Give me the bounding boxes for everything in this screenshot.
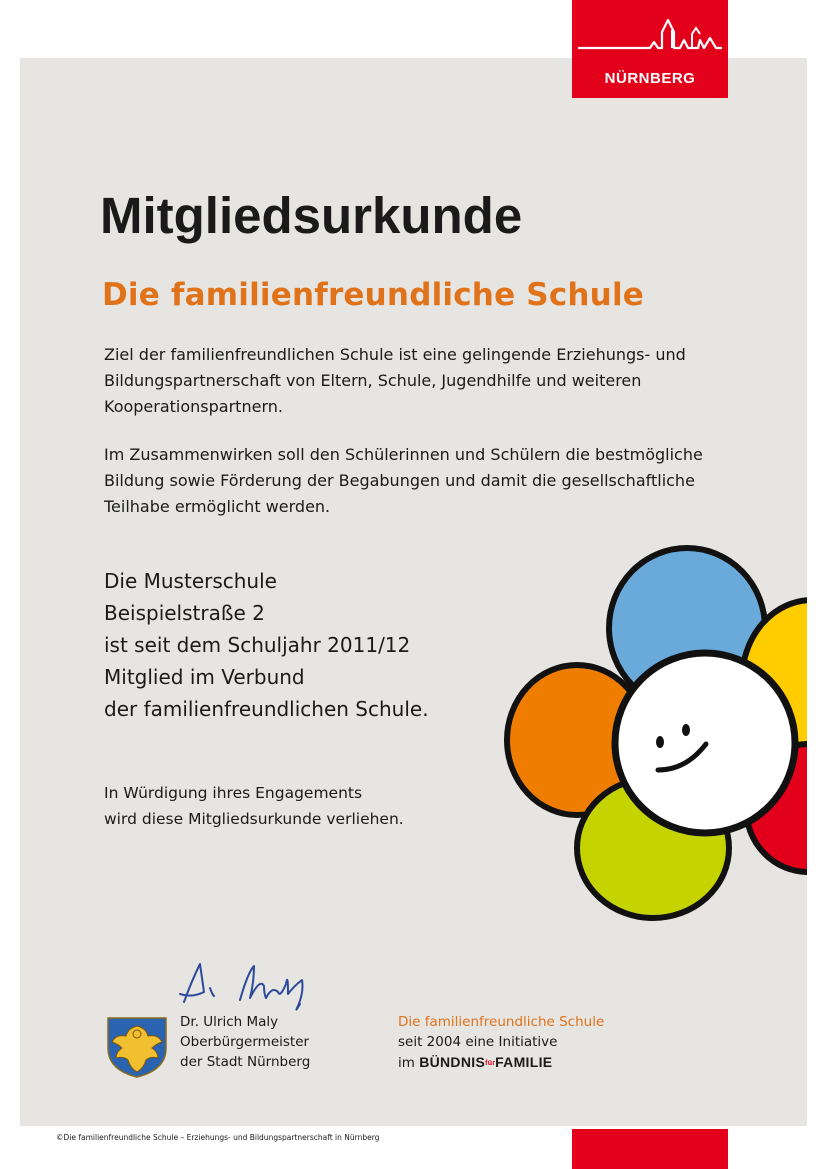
award-line-1: In Würdigung ihres Engagements — [104, 784, 363, 802]
familie-word: FAMILIE — [495, 1054, 553, 1070]
smiley-flower-illustration — [490, 530, 807, 930]
mayor-organization: der Stadt Nürnberg — [180, 1054, 311, 1070]
membership-since: ist seit dem Schuljahr 2011/12 — [104, 633, 411, 657]
certificate-title: Mitgliedsurkunde — [100, 187, 523, 244]
smiley-right-eye — [682, 724, 690, 736]
bottom-red-bar — [572, 1129, 728, 1169]
school-street: Beispielstraße 2 — [104, 601, 265, 625]
membership-line: Mitglied im Verbund — [104, 665, 305, 689]
nuernberg-logo[interactable] — [572, 0, 728, 98]
mayor-block — [180, 1012, 310, 1072]
award-text — [104, 780, 404, 832]
buendnis-fuer-familie-logo — [419, 1054, 552, 1070]
fuer-word: für — [485, 1059, 496, 1067]
mayor-role: Oberbürgermeister — [180, 1034, 310, 1050]
logo-city-name: NÜRNBERG — [604, 70, 696, 87]
purpose-paragraph: Im Zusammenwirken soll den Schülerinnen und Schülern die bestmögliche Bildung sowie Förderung der Begabungen und damit die gesellschaftliche Teilhabe ermöglicht werden. — [104, 445, 703, 516]
buendnis-word: BÜNDNIS — [419, 1054, 486, 1070]
school-membership-block — [104, 565, 429, 725]
initiative-alliance — [398, 1052, 604, 1073]
smiley-left-eye — [656, 736, 664, 748]
mayor-signature — [170, 958, 320, 1018]
initiative-name: Die familienfreundliche Schule — [398, 1014, 605, 1030]
school-name: Die Musterschule — [104, 569, 277, 593]
mayor-name: Dr. Ulrich Maly — [180, 1014, 279, 1030]
intro-paragraph: Ziel der familienfreundlichen Schule ist eine gelingende Erziehungs- und Bildungspartnerschaft von Eltern, Schule, Jugendhilfe und weiteren Kooperationspartnern. — [104, 345, 686, 416]
initiative-block — [398, 1012, 604, 1073]
alliance-prefix: im — [398, 1055, 415, 1071]
footer-copyright: ©Die familienfreundliche Schule – Erziehungs- und Bildungspartnerschaft in Nürnberg — [56, 1133, 380, 1142]
initiative-since: seit 2004 eine Initiative — [398, 1034, 558, 1050]
nuremberg-coat-of-arms-icon — [104, 1014, 170, 1080]
certificate-subtitle: Die familienfreundliche Schule — [102, 277, 644, 313]
membership-network: der familienfreundlichen Schule. — [104, 697, 429, 721]
award-line-2: wird diese Mitgliedsurkunde verliehen. — [104, 810, 404, 828]
